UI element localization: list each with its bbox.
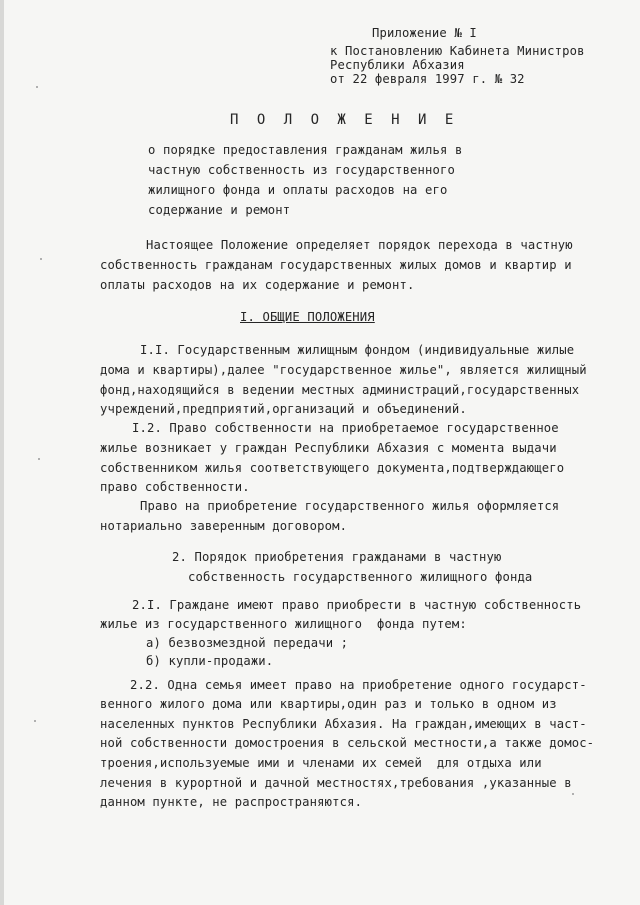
paragraph-1-2-line: I.2. Право собственности на приобретаемое государственное xyxy=(132,421,559,435)
list-item: б) купли-продажи. xyxy=(146,654,274,668)
paragraph-1-1-line: учреждений,предприятий,организаций и объединений. xyxy=(100,402,467,416)
scan-speck xyxy=(36,86,38,88)
paragraph-2-2-line: венного жилого дома или квартиры,один раз и только в одном из xyxy=(100,697,557,711)
paragraph-2-2-line: данном пункте, не распространяются. xyxy=(100,795,363,809)
scan-speck xyxy=(572,793,574,795)
intro-line: Настоящее Положение определяет порядок перехода в частную xyxy=(146,238,573,252)
intro-line: собственность гражданам государственных жилых домов и квартир и xyxy=(100,258,572,272)
paragraph-2-2-line: населенных пунктов Республики Абхазия. На граждан,имеющих в част- xyxy=(100,717,587,731)
subtitle-line: о порядке предоставления гражданам жилья в xyxy=(148,143,463,157)
paragraph-1-3-line: Право на приобретение государственного жилья оформляется xyxy=(140,499,560,513)
paragraph-1-1-line: I.I. Государственным жилищным фондом (индивидуальные жилые xyxy=(140,343,575,357)
section-1-title: I. ОБЩИЕ ПОЛОЖЕНИЯ xyxy=(240,310,375,324)
paragraph-2-1-line: жилье из государственного жилищного фонда путем: xyxy=(100,617,467,631)
header-line-appendix: Приложение № I xyxy=(372,26,477,40)
paragraph-2-2-line: 2.2. Одна семья имеет право на приобретение одного государст- xyxy=(130,678,587,692)
subtitle-line: жилищного фонда и оплаты расходов на его xyxy=(148,183,448,197)
paragraph-1-2-line: собственником жилья соответствующего документа,подтверждающего xyxy=(100,461,565,475)
header-line-decree: к Постановлению Кабинета Министров xyxy=(330,44,585,58)
paragraph-1-3-line: нотариально заверенным договором. xyxy=(100,519,348,533)
paragraph-2-1-line: 2.I. Граждане имеют право приобрести в частную собственность xyxy=(132,598,582,612)
scan-speck xyxy=(40,258,42,260)
scan-speck xyxy=(34,720,36,722)
header-line-date: от 22 февраля 1997 г. № 32 xyxy=(330,72,525,86)
paragraph-2-2-line: ной собственности домостроения в сельской местности,а также домос- xyxy=(100,736,595,750)
scan-speck xyxy=(38,458,40,460)
subtitle-line: частную собственность из государственного xyxy=(148,163,455,177)
paragraph-1-2-line: жилье возникает у граждан Республики Абхазия с момента выдачи xyxy=(100,441,557,455)
paragraph-1-1-line: дома и квартиры),далее "государственное жилье", является жилищный xyxy=(100,363,587,377)
intro-line: оплаты расходов на их содержание и ремонт. xyxy=(100,278,415,292)
document-title: П О Л О Ж Е Н И Е xyxy=(230,112,459,128)
paragraph-2-2-line: троения,используемые ими и членами их семей для отдыха или xyxy=(100,756,542,770)
scan-edge xyxy=(0,0,4,905)
paragraph-1-1-line: фонд,находящийся в ведении местных администраций,государственных xyxy=(100,383,580,397)
section-2-title-line: 2. Порядок приобретения гражданами в частную xyxy=(172,550,502,564)
paragraph-2-2-line: лечения в курортной и дачной местностях,требования ,указанные в xyxy=(100,776,572,790)
header-line-republic: Республики Абхазия xyxy=(330,58,465,72)
paragraph-1-2-line: право собственности. xyxy=(100,480,250,494)
section-2-title-line: собственность государственного жилищного фонда xyxy=(188,570,533,584)
list-item: а) безвозмездной передачи ; xyxy=(146,636,349,650)
subtitle-line: содержание и ремонт xyxy=(148,203,291,217)
